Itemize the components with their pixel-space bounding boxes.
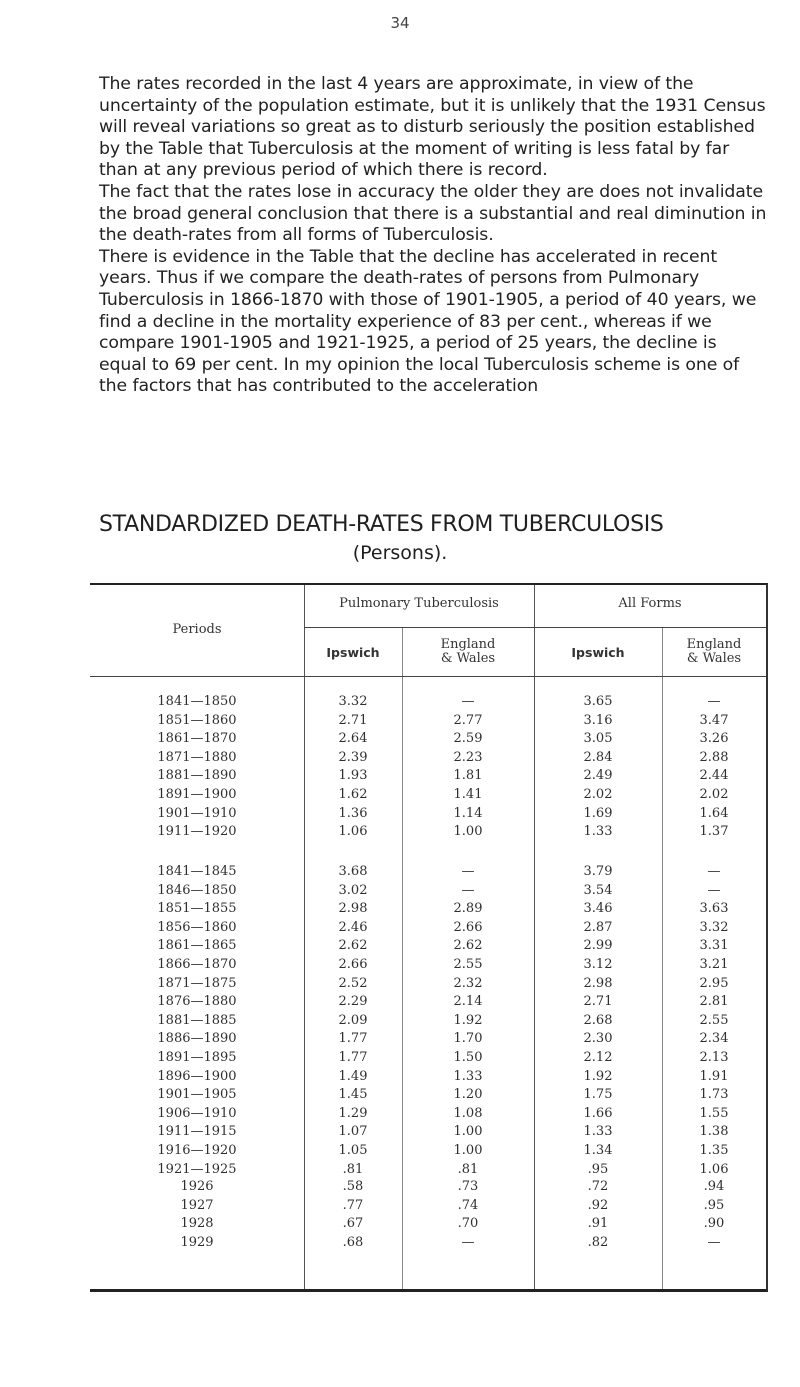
- cell-pulmonary-england-wales: 1.00: [453, 1143, 483, 1158]
- cell-pulmonary-ipswich: 1.62: [338, 787, 368, 802]
- cell-pulmonary-ipswich: .81: [342, 1161, 364, 1177]
- cell-all-forms-ipswich: 1.33: [583, 824, 613, 840]
- cell-pulmonary-england-wales: 2.32: [453, 975, 483, 991]
- page-number: 34: [390, 14, 410, 32]
- table-row: [90, 1031, 766, 1049]
- cell-pulmonary-england-wales: .73: [457, 1179, 479, 1194]
- table-row: [90, 1198, 766, 1216]
- cell-all-forms-ipswich: 3.16: [583, 712, 613, 728]
- table-row: [90, 1106, 766, 1124]
- cell-all-forms-england-wales: 3.32: [699, 919, 729, 935]
- cell-pulmonary-ipswich: 2.09: [338, 1012, 368, 1028]
- cell-all-forms-ipswich: .95: [587, 1161, 609, 1177]
- cell-all-forms-england-wales: 2.34: [699, 1031, 729, 1047]
- cell-all-forms-ipswich: 2.68: [583, 1012, 613, 1028]
- table-row: [90, 1013, 766, 1031]
- cell-all-forms-ipswich: .82: [587, 1234, 609, 1250]
- cell-all-forms-england-wales: 2.88: [699, 749, 729, 765]
- cell-pulmonary-ipswich: 1.29: [338, 1105, 368, 1121]
- cell-period: 1928: [180, 1216, 214, 1232]
- cell-all-forms-ipswich: 2.98: [583, 975, 613, 991]
- cell-pulmonary-england-wales: —: [461, 882, 475, 898]
- cell-pulmonary-england-wales: 2.89: [453, 901, 483, 917]
- cell-period: 1881—1885: [157, 1012, 237, 1028]
- cell-pulmonary-england-wales: 2.62: [453, 938, 483, 954]
- cell-all-forms-ipswich: 2.02: [583, 787, 613, 802]
- cell-period: 1841—1845: [157, 864, 237, 879]
- table-row: [90, 1216, 766, 1234]
- cell-pulmonary-england-wales: 2.14: [453, 994, 483, 1010]
- cell-pulmonary-england-wales: 1.81: [453, 768, 483, 784]
- cell-period: 1927: [180, 1197, 214, 1213]
- cell-period: 1846—1850: [157, 882, 237, 898]
- table-row: [90, 713, 766, 731]
- cell-all-forms-england-wales: .95: [703, 1197, 725, 1213]
- group-header-rule: [304, 627, 766, 628]
- cell-pulmonary-ipswich: .68: [342, 1234, 364, 1250]
- cell-all-forms-ipswich: 3.54: [583, 882, 613, 898]
- cell-pulmonary-england-wales: .81: [457, 1161, 479, 1177]
- cell-all-forms-england-wales: 1.35: [699, 1143, 729, 1158]
- cell-all-forms-ipswich: 1.92: [583, 1068, 613, 1084]
- table-row: [90, 1162, 766, 1180]
- table-row: [90, 883, 766, 901]
- cell-all-forms-england-wales: 2.13: [699, 1050, 729, 1065]
- cell-pulmonary-ipswich: 1.49: [338, 1068, 368, 1084]
- cell-pulmonary-england-wales: 2.23: [453, 749, 483, 765]
- cell-pulmonary-england-wales: 1.00: [453, 824, 483, 840]
- cell-pulmonary-england-wales: —: [461, 694, 475, 709]
- cell-period: 1851—1860: [157, 712, 237, 728]
- cell-pulmonary-ipswich: 2.98: [338, 901, 368, 917]
- table-row: [90, 824, 766, 842]
- cell-pulmonary-england-wales: 1.33: [453, 1068, 483, 1084]
- cell-all-forms-ipswich: 1.69: [583, 805, 613, 821]
- cell-period: 1906—1910: [157, 1105, 237, 1121]
- table-row: [90, 938, 766, 956]
- table-row: [90, 1069, 766, 1087]
- cell-all-forms-ipswich: 1.33: [583, 1124, 613, 1140]
- header-pulmonary-ipswich: Ipswich: [326, 645, 380, 660]
- header-wales-line: & Wales: [686, 651, 742, 666]
- cell-pulmonary-ipswich: 2.62: [338, 938, 368, 954]
- cell-pulmonary-ipswich: 2.46: [338, 919, 368, 935]
- death-rate-table: [90, 583, 768, 1292]
- table-row: [90, 1179, 766, 1197]
- cell-pulmonary-ipswich: 3.68: [338, 864, 368, 879]
- cell-period: 1861—1865: [157, 938, 237, 954]
- cell-all-forms-england-wales: —: [707, 1234, 721, 1250]
- cell-all-forms-ipswich: 3.05: [583, 731, 613, 747]
- cell-pulmonary-ipswich: 1.77: [338, 1031, 368, 1047]
- cell-pulmonary-ipswich: 1.36: [338, 805, 368, 821]
- cell-all-forms-england-wales: —: [707, 864, 721, 879]
- header-pulmonary-tuberculosis: Pulmonary Tuberculosis: [339, 596, 499, 611]
- header-england-line: England: [686, 637, 742, 652]
- cell-pulmonary-england-wales: 1.20: [453, 1087, 483, 1103]
- cell-all-forms-england-wales: 3.21: [699, 957, 729, 972]
- paragraph-accuracy-note: The fact that the rates lose in accuracy the older they are does not invalidate the broad general conclusion that there is a substantial and real diminution in the death-rates from all forms of Tuberculosis.: [99, 181, 767, 246]
- cell-period: 1886—1890: [157, 1031, 237, 1047]
- header-all-forms-ipswich: Ipswich: [571, 645, 625, 660]
- header-england-line: England: [440, 637, 496, 652]
- cell-all-forms-england-wales: 1.55: [699, 1105, 729, 1121]
- table-row: [90, 994, 766, 1012]
- cell-all-forms-england-wales: 3.47: [699, 712, 729, 728]
- cell-pulmonary-ipswich: 1.77: [338, 1050, 368, 1065]
- cell-pulmonary-england-wales: 1.14: [453, 805, 483, 821]
- cell-all-forms-england-wales: —: [707, 694, 721, 709]
- table-row: [90, 901, 766, 919]
- cell-pulmonary-england-wales: .70: [457, 1216, 479, 1232]
- cell-pulmonary-ipswich: 3.32: [338, 694, 368, 709]
- cell-all-forms-england-wales: 2.95: [699, 975, 729, 991]
- table-row: [90, 750, 766, 768]
- table-row: [90, 787, 766, 805]
- table-subtitle: (Persons).: [352, 542, 448, 564]
- cell-pulmonary-england-wales: 2.66: [453, 919, 483, 935]
- cell-period: 1851—1855: [157, 901, 237, 917]
- cell-period: 1861—1870: [157, 731, 237, 747]
- cell-period: 1896—1900: [157, 1068, 237, 1084]
- table-row: [90, 920, 766, 938]
- cell-period: 1901—1905: [157, 1087, 237, 1103]
- header-all-forms: All Forms: [618, 596, 682, 611]
- cell-all-forms-ipswich: 2.87: [583, 919, 613, 935]
- paragraph-census-note: The rates recorded in the last 4 years are approximate, in view of the uncertainty of the population estimate, but it is unlikely that the 1931 Census will reveal variations so great as to disturb seriously the position established by the Table that Tuberculosis at the moment of writing is less fatal by far than at any previous period of which there is record.: [99, 74, 766, 181]
- table-row: [90, 694, 766, 712]
- cell-pulmonary-england-wales: 2.59: [453, 731, 483, 747]
- header-bottom-rule: [90, 676, 766, 677]
- cell-all-forms-ipswich: 2.99: [583, 938, 613, 954]
- cell-pulmonary-england-wales: 1.92: [453, 1012, 483, 1028]
- header-wales-line: & Wales: [440, 651, 496, 666]
- cell-all-forms-ipswich: 3.79: [583, 864, 613, 879]
- cell-all-forms-ipswich: 2.71: [583, 994, 613, 1010]
- cell-pulmonary-england-wales: —: [461, 1234, 475, 1250]
- cell-all-forms-england-wales: 2.81: [699, 994, 729, 1010]
- cell-pulmonary-ipswich: .58: [342, 1179, 364, 1194]
- cell-pulmonary-ipswich: 2.29: [338, 994, 368, 1010]
- cell-all-forms-ipswich: 1.34: [583, 1143, 613, 1158]
- cell-period: 1876—1880: [157, 994, 237, 1010]
- cell-period: 1841—1850: [157, 694, 237, 709]
- cell-all-forms-england-wales: 3.26: [699, 731, 729, 747]
- table-row: [90, 806, 766, 824]
- cell-all-forms-ipswich: 1.66: [583, 1105, 613, 1121]
- cell-pulmonary-england-wales: 1.70: [453, 1031, 483, 1047]
- cell-all-forms-ipswich: 2.84: [583, 749, 613, 765]
- header-all-forms-england-wales: [662, 638, 766, 666]
- cell-all-forms-ipswich: 2.12: [583, 1050, 613, 1065]
- cell-period: 1921—1925: [157, 1161, 237, 1177]
- cell-all-forms-ipswich: .92: [587, 1197, 609, 1213]
- cell-period: 1866—1870: [157, 957, 237, 972]
- header-periods: Periods: [172, 622, 222, 637]
- table-row: [90, 768, 766, 786]
- cell-period: 1891—1900: [157, 787, 237, 802]
- cell-pulmonary-england-wales: .74: [457, 1197, 479, 1213]
- cell-all-forms-england-wales: 1.91: [699, 1068, 729, 1084]
- table-row: [90, 1143, 766, 1161]
- header-pulmonary-england-wales: [402, 638, 534, 666]
- cell-pulmonary-ipswich: .77: [342, 1197, 364, 1213]
- cell-pulmonary-ipswich: 3.02: [338, 882, 368, 898]
- cell-all-forms-england-wales: 1.06: [699, 1161, 729, 1177]
- table-row: [90, 731, 766, 749]
- cell-pulmonary-ipswich: 2.39: [338, 749, 368, 765]
- cell-all-forms-ipswich: 3.65: [583, 694, 613, 709]
- cell-all-forms-england-wales: .90: [703, 1216, 725, 1232]
- cell-all-forms-england-wales: 1.73: [699, 1087, 729, 1103]
- cell-period: 1911—1915: [157, 1124, 237, 1140]
- cell-all-forms-england-wales: 3.63: [699, 901, 729, 917]
- cell-period: 1916—1920: [157, 1143, 237, 1158]
- table-row: [90, 1235, 766, 1253]
- cell-all-forms-ipswich: 1.75: [583, 1087, 613, 1103]
- cell-all-forms-ipswich: .91: [587, 1216, 609, 1232]
- cell-pulmonary-ipswich: 2.52: [338, 975, 368, 991]
- cell-all-forms-ipswich: 2.30: [583, 1031, 613, 1047]
- paragraph-acceleration-note: There is evidence in the Table that the decline has accelerated in recent years. Thus if we compare the death-rates of persons from Pulmonary Tuberculosis in 1866-1870 with those of 1901-1905, a period of 40 years, we find a decline in the mortality experience of 83 per cent., whereas if we compare 1901-1905 and 1921-1925, a period of 25 years, the decline is equal to 69 per cent. In my opinion the local Tuberculosis scheme is one of the factors that has contributed to the acceleration: [99, 246, 757, 397]
- cell-all-forms-england-wales: 1.64: [699, 805, 729, 821]
- table-row: [90, 976, 766, 994]
- table-row: [90, 1124, 766, 1142]
- cell-pulmonary-ipswich: 1.05: [338, 1143, 368, 1158]
- table-row: [90, 957, 766, 975]
- cell-all-forms-ipswich: 3.12: [583, 957, 613, 972]
- table-row: [90, 1087, 766, 1105]
- cell-pulmonary-england-wales: 1.00: [453, 1124, 483, 1140]
- cell-all-forms-england-wales: 3.31: [699, 938, 729, 954]
- cell-all-forms-england-wales: —: [707, 882, 721, 898]
- cell-pulmonary-ipswich: 1.07: [338, 1124, 368, 1140]
- cell-pulmonary-ipswich: 1.06: [338, 824, 368, 840]
- cell-all-forms-england-wales: 2.44: [699, 768, 729, 784]
- cell-all-forms-ipswich: 2.49: [583, 768, 613, 784]
- cell-pulmonary-england-wales: 2.55: [453, 957, 483, 972]
- table-row: [90, 864, 766, 882]
- cell-pulmonary-ipswich: 1.93: [338, 768, 368, 784]
- cell-pulmonary-england-wales: 1.08: [453, 1105, 483, 1121]
- cell-period: 1871—1875: [157, 975, 237, 991]
- cell-period: 1911—1920: [157, 824, 237, 840]
- cell-all-forms-england-wales: 1.37: [699, 824, 729, 840]
- cell-period: 1901—1910: [157, 805, 237, 821]
- cell-all-forms-ipswich: 3.46: [583, 901, 613, 917]
- cell-all-forms-ipswich: .72: [587, 1179, 609, 1194]
- cell-all-forms-england-wales: 2.02: [699, 787, 729, 802]
- cell-pulmonary-england-wales: 1.41: [453, 787, 483, 802]
- cell-pulmonary-england-wales: —: [461, 864, 475, 879]
- cell-period: 1929: [180, 1234, 214, 1250]
- cell-pulmonary-ipswich: 1.45: [338, 1087, 368, 1103]
- cell-period: 1891—1895: [157, 1050, 237, 1065]
- cell-pulmonary-england-wales: 2.77: [453, 712, 483, 728]
- table-row: [90, 1050, 766, 1068]
- cell-pulmonary-england-wales: 1.50: [453, 1050, 483, 1065]
- cell-period: 1926: [180, 1179, 214, 1194]
- cell-period: 1856—1860: [157, 919, 237, 935]
- cell-pulmonary-ipswich: 2.71: [338, 712, 368, 728]
- cell-all-forms-england-wales: 1.38: [699, 1124, 729, 1140]
- cell-pulmonary-ipswich: 2.66: [338, 957, 368, 972]
- cell-all-forms-england-wales: 2.55: [699, 1012, 729, 1028]
- report-text: [99, 74, 769, 398]
- cell-all-forms-england-wales: .94: [703, 1179, 725, 1194]
- cell-period: 1881—1890: [157, 768, 237, 784]
- cell-pulmonary-ipswich: 2.64: [338, 731, 368, 747]
- table-title: STANDARDIZED DEATH-RATES FROM TUBERCULOSIS: [99, 512, 664, 537]
- cell-period: 1871—1880: [157, 749, 237, 765]
- cell-pulmonary-ipswich: .67: [342, 1216, 364, 1232]
